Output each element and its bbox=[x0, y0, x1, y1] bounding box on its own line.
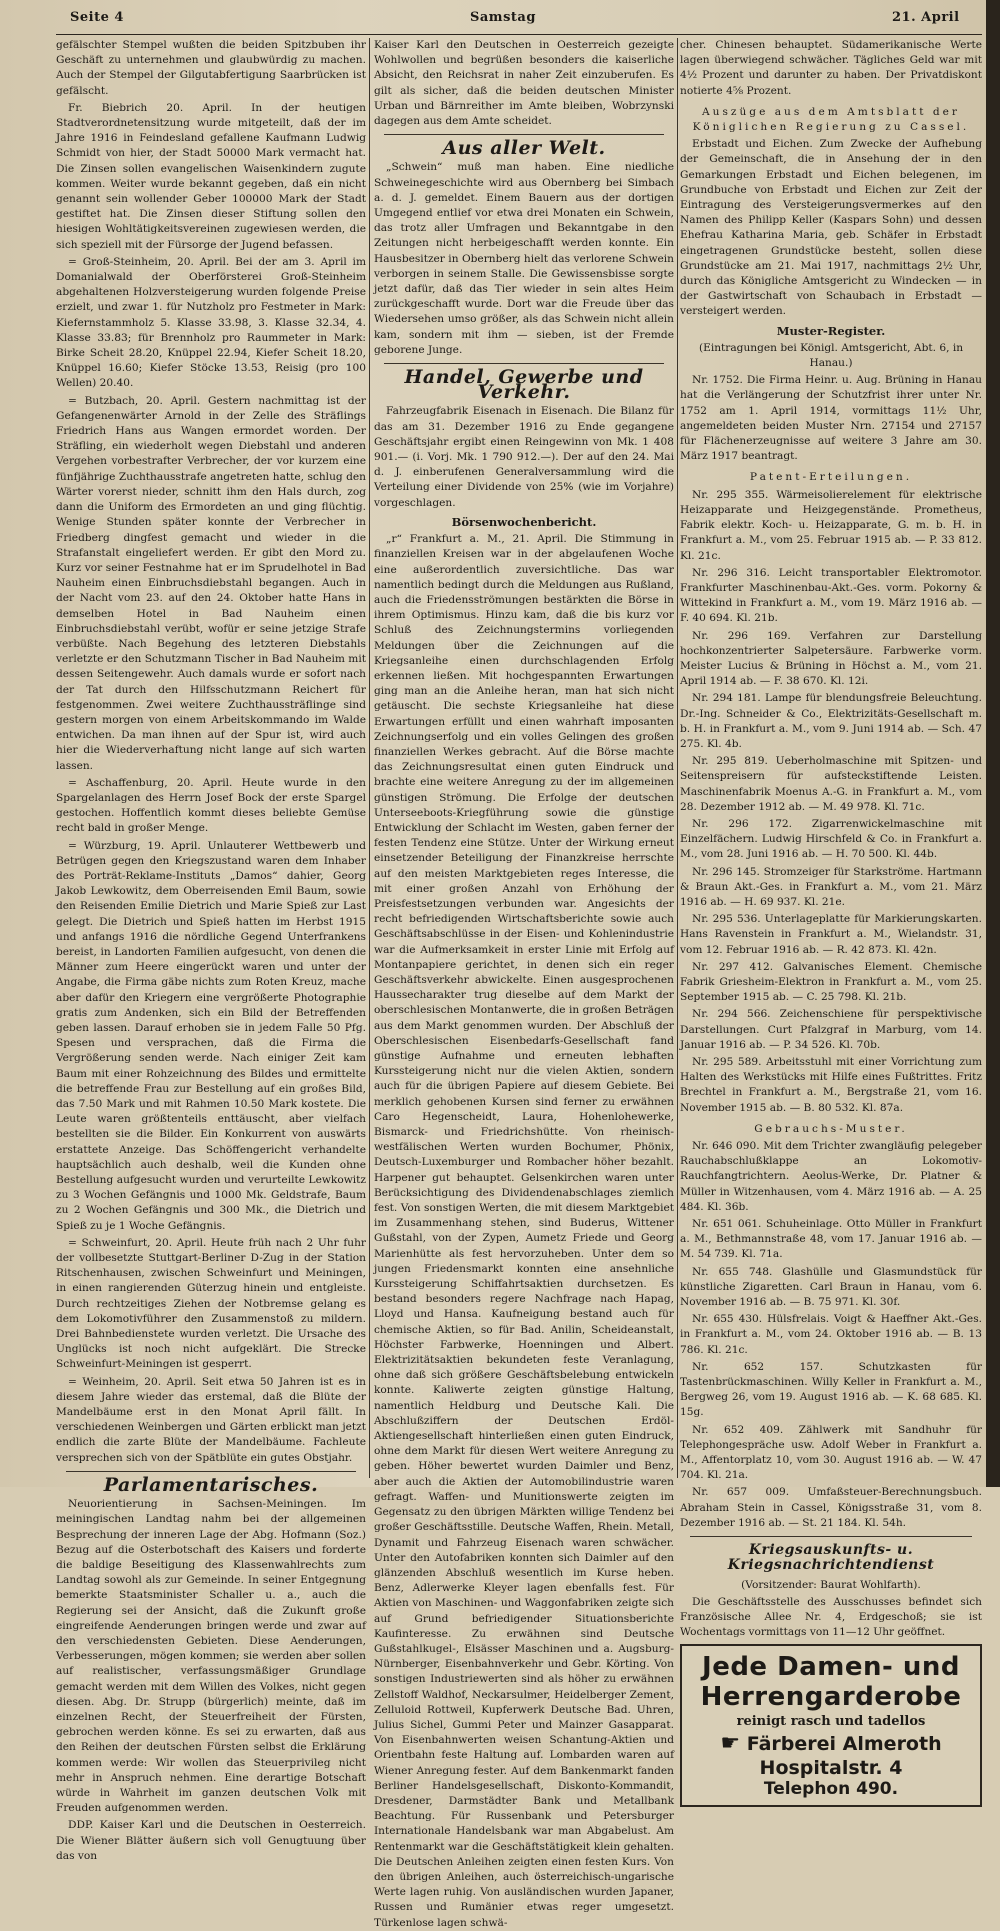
gebrauchsmuster-entry: Nr. 655 748. Glashülle und Glasmundstück für künstliche Zigaretten. Carl Braun in Hanau, vom 6. November 1916 ab. — B. 75 971. Kl. 30f. bbox=[680, 1265, 982, 1309]
article-paragraph: DDP. Kaiser Karl und die Deutschen in Oesterreich. Die Wiener Blätter äußern sich voll Genugtuung über das von bbox=[56, 1819, 366, 1862]
weekday-header: Samstag bbox=[470, 10, 536, 25]
patent-entry: Nr. 295 355. Wärmeisolierelement für elektrische Heizapparate und Heizgegenstände. Prometheus, Fabrik elektr. Koch- u. Heizapparate, G. m. b. H. in Frankfurt a. M., vom 25. Februar 1915 ab. — P. 33 812. Kl. 21c. bbox=[680, 488, 982, 562]
column-3 bbox=[680, 38, 982, 1799]
advertisement-almeroth bbox=[680, 1644, 982, 1806]
article-paragraph: Die Geschäftsstelle des Ausschusses befindet sich Französische Allee Nr. 4, Erdgeschoß; sie ist Wochentags vormittags von 11—12 Uhr geöffnet. bbox=[680, 1595, 982, 1639]
article-paragraph: „r“ Frankfurt a. M., 21. April. Die Stimmung in finanziellen Kreisen war in der abgelaufenen Woche eine außerordentlich zuversichtliche. Das war namentlich bedingt durch die Meldungen aus Rußland, auch die Friedensströmungen bestärkten die Börse in ihrem Optimismus. Hinzu kam, daß die bis kurz vor Schluß des Zeichnungstermins vorliegenden Meldungen über die Zeichnungen auf die Kriegsanleihe einen durchschlagenden Erfolg erkennen ließen. Mit hochgespannten Erwartungen ging man an die Anleihe heran, man hat sich nicht getäuscht. Die sechste Kriegsanleihe hat diese Erwartungen erfüllt und einen wahrhaft imposanten Zeichnungserfolg und ein volles Gelingen des großen finanziellen Werkes gebracht. Auf die Börse machte das Zeichnungsresultat einen guten Eindruck und brachte eine weitere Anregung zu der im allgemeinen günstigen Strömung. Die Erfolge der deutschen Unterseeboots-Kriegführung sowie die günstige Entwicklung der Schlacht im Westen, gaben ferner der festen Tendenz eine Stütze. Unter der Wirkung erneut einsetzender Beteiligung der Finanzkreise herrschte auf den meisten Marktgebieten reges Interesse, die mit einer großen Anzahl von Erhöhung der Preisfestsetzungen verbunden war. Angesichts der recht befriedigenden Wirtschaftsberichte sowie auch Geschäftsabschlüsse in der Eisen- und Kohlenindustrie war die Aufmerksamkeit in erster Linie mit Erfolg auf Montanpapiere gerichtet, in denen sich ein reger Geschäftsverkehr abwickelte. Einen ausgesprochenen Haussecharakter trug dieselbe auf dem Markt der oberschlesischen Montanwerte, die in großen Beträgen aus dem Markt genommen wurden. Der Abschluß der Oberschlesischen Eisenbedarfs-Gesellschaft fand günstige Aufnahme und erneuten lebhaften Kurssteigerung nicht nur die vielen Aktien, sondern auch für die übrigen Papiere auf diesem Gebiete. Bei merklich gehobenen Kursen sind ferner zu erwähnen Caro Hegenscheidt, Laura, Hohenlohewerke, Bismarck- und Friedrichshütte. Von rheinisch-westfälischen Werten wurden Bochumer, Phönix, Deutsch-Luxemburger und Rombacher höher bezahlt. Harpener gut behauptet. Gelsenkirchen waren unter Berücksichtigung des Dividendenabschlages ziemlich fest. Von sonstigen Werten, die mit diesem Marktgebiet im Zusammenhang stehen, sind Buderus, Wittener Gußstahl, von der Zypen, Aumetz Friede und Georg Marienhütte als fest hervorzuheben. Unter dem so jungen Friedensmarkt konnten eine ansehnliche Kurssteigerung Schiffahrtsaktien durchsetzen. Es bestand besonders regere Nachfrage nach Hapag, Lloyd und Hansa. Kaufneigung bestand auch für chemische Aktien, so für Bad. Anilin, Scheideanstalt, Höchster Farbwerke, Hoenningen und Albert. Elektrizitätsaktien bekundeten feste Veranlagung, ohne daß sich größere Geschäftsbelebung entwickeln konnte. Kaliwerte zeigten günstige Haltung, namentlich Heldburg und Deutsche Kali. Die Abschlußziffern der Deutschen Erdöl-Aktiengesellschaft hinterließen einen guten Eindruck, ohne dem Markt für diesen Wert weitere Anregung zu geben. Höher bewertet wurden Daimler und Benz, aber auch die Aktien der Automobilindustrie waren gefragt. Waffen- und Munitionswerte zeigten im Gegensatz zu den übrigen Märkten willige Tendenz bei großer Geschäftsstille. Deutsche Waffen, Rhein. Metall, Dynamit und Fahrzeug Eisenach waren schwächer. Unter den Autofabriken konnten sich Daimler auf den glänzenden Abschluß wesentlich im Kurse heben. Benz, Adlerwerke Kleyer lagen ebenfalls fest. Für Aktien von Maschinen- und Waggonfabriken zeigte sich auf Grund befriedigender Situationsberichte Kaufinteresse. Zu erwähnen sind Deutsche Gußstahlkugel-, Elsässer Maschinen und a. Augsburg-Nürnberger, Eisenbahnverkehr und Gebr. Körting. Von sonstigen Industriewerten sind als höher zu erwähnen Zellstoff Waldhof, Neckarsulmer, Heidelberger Zement, Zelluloid Rottweil, Kupferwerk Deutsche Bad. Uhren, Julius Sichel, Gummi Peter und Mainzer Gasapparat. Von Eisenbahnwerten weisen Schantung-Aktien und Orientbahn feste Haltung auf. Lombarden waren auf Wiener Anregung fester. Auf dem Bankenmarkt fanden Berliner Handelsgesellschaft, Diskonto-Kommandit, Dresdener, Darmstädter Bank und Metallbank Beachtung. Für Russenbank und Petersburger Internationale Handelsbank war man Abgabelust. Am Rentenmarkt war die Geschäftstätigkeit klein gehalten. Die Deutschen Anleihen zeigten einen festen Kurs. Von den übrigen Anleihen, auch österreichisch-ungarische Werte lagen ruhig. Von ausländischen wurden Japaner, Russen und Rumänier etwas reger umgesetzt. Türkenlose lagen schwä- bbox=[374, 533, 674, 1929]
section-title-kriegsauskunft: Kriegsauskunfts- u. Kriegsnachrichtendienst bbox=[727, 1542, 935, 1574]
article-paragraph: cher. Chinesen behauptet. Südamerikanische Werte lagen überwiegend schwächer. Tägliches Geld war mit 4½ Prozent und darunter zu haben. Der Privatdiskont notierte 4⅝ Prozent. bbox=[680, 39, 982, 97]
section-title-patent: Patent-Erteilungen. bbox=[749, 471, 913, 484]
article-paragraph: = Würzburg, 19. April. Unlauterer Wettbewerb und Betrügen gegen den Kriegszustand waren dem Inhaber des Porträt-Reklame-Instituts „Damos“ dahier, Georg Jakob Lewkowitz, dem Oberreisenden Emil Baum, sowie den Reisenden Emilie Dietrich und Marie Spieß zur Last gelegt. Die Dietrich und Spieß hatten im Herbst 1915 und anfangs 1916 die nördliche Gegend Unterfrankens bereist, in Landorten Familien aufgesucht, von denen die Männer zum Heere eingerückt waren und unter der Angabe, die Firma gäbe nichts zum Roten Kreuz, mache aber dafür den Kriegern eine vergrößerte Photographie gratis zum Andenken, sich ein Bild der Betreffenden geben lassen. Darauf erhoben sie in jedem Falle 50 Pfg. Spesen und versprachen, daß die Firma die Vergrößerung senden werde. Nach einiger Zeit kam Baum mit einer Rohzeichnung des Bildes und ermittelte die betreffende Frau zur Bestellung auf ein großes Bild, das 7.50 Mark und mit Rahmen 10.50 Mark kostete. Die Leute waren größtenteils enttäuscht, aber vielfach bestellten sie die Bilder. Ein Konkurrent von auswärts erstattete Anzeige. Das Schöffengericht verhandelte hauptsächlich auch deshalb, weil die Kunden ohne Bestellung aufgesucht wurden und verurteilte Lewkowitz zu 3 Wochen Gefängnis und 1000 Mk. Geldstrafe, Baum zu 2 Wochen Gefängnis und 300 Mk., die Dietrich und Spieß zu je 1 Woche Gefängnis. bbox=[56, 839, 366, 1232]
column-2 bbox=[374, 38, 674, 1929]
gebrauchsmuster-entry: Nr. 655 430. Hülsfrelais. Voigt & Haeffner Akt.-Ges. in Frankfurt a. M., vom 24. Oktober 1916 ab. — B. 13 786. Kl. 21c. bbox=[680, 1313, 982, 1356]
patent-entry: Nr. 294 566. Zeichenschiene für perspektivische Darstellungen. Curt Pfalzgraf in Marburg, vom 14. Januar 1916 ab. — P. 34 526. Kl. 70b. bbox=[680, 1008, 982, 1051]
section-divider bbox=[690, 1536, 972, 1537]
section-title-amtsblatt: Auszüge aus dem Amtsblatt der Königlichen Regierung zu Cassel. bbox=[692, 105, 970, 134]
article-paragraph: Erbstadt und Eichen. Zum Zwecke der Aufhebung der Gemeinschaft, die in Ansehung der in den Gemarkungen Erbstadt und Eichen belegenen, im Grundbuche von Erbstadt und Eichen zur Zeit der Eintragung des Versteigerungsvermerkes auf den Namen des Philipp Keller (Kaspars Sohn) und dessen Ehefrau Katharina Maria, geb. Schäfer in Erbstadt eingetragenen Grundstücke besteht, sollen diese Grundstücke am 21. Mai 1917, nachmittags 2½ Uhr, durch das Königliche Amtsgericht zu Windecken — in der Gastwirtschaft von Schaubach in Erbstadt — versteigert werden. bbox=[680, 138, 982, 318]
patent-entry: Nr. 295 536. Unterlageplatte für Markierungskarten. Hans Ravenstein in Frankfurt a. M., Wielandstr. 31, vom 12. Februar 1916 ab. — R. 42 873. Kl. 42n. bbox=[680, 913, 982, 956]
section-title-aus-aller-welt: Aus aller Welt. bbox=[442, 137, 606, 160]
subsection-title-boersen: Börsenwochenbericht. bbox=[451, 514, 597, 529]
column-rule bbox=[369, 38, 370, 1478]
gebrauchsmuster-entry: Nr. 646 090. Mit dem Trichter zwangläufig pelegeber Rauchabschlußklappe an Lokomotiv-Rauchfangtrichtern. Aeolus-Werke, Dr. Platner & Müller in Witzenhausen, vom 4. März 1916 ab. — A. 25 484. Kl. 36b. bbox=[680, 1140, 982, 1213]
page-number: Seite 4 bbox=[70, 10, 124, 25]
patent-entry: Nr. 294 181. Lampe für blendungsfreie Beleuchtung. Dr.-Ing. Schneider & Co., Elektrizitäts-Gesellschaft m. b. H. in Frankfurt a. M., vom 9. Juni 1914 ab. — Sch. 47 275. Kl. 4b. bbox=[680, 692, 982, 750]
gebrauchsmuster-entry: Nr. 651 061. Schuheinlage. Otto Müller in Frankfurt a. M., Bethmannstraße 48, vom 17. Januar 1916 ab. — M. 54 739. Kl. 71a. bbox=[680, 1218, 982, 1261]
article-paragraph: Kaiser Karl den Deutschen in Oesterreich gezeigte Wohlwollen und begrüßen besonders die kaiserliche Absicht, den Reichsrat in naher Zeit einzuberufen. Es gilt als sicher, daß die beiden deutschen Minister Urban und Bärnreither im Amte bleiben, Wobrzynski dagegen aus dem Amte scheidet. bbox=[374, 39, 674, 128]
article-paragraph: Fahrzeugfabrik Eisenach in Eisenach. Die Bilanz für das am 31. Dezember 1916 zu Ende gegangene Geschäftsjahr ergibt einen Reingewinn von Mk. 1 408 901.— (i. Vorj. Mk. 1 790 912.—). Der auf den 24. Mai d. J. einberufenen Generalversammlung wird die Verteilung einer Dividende von 25% (wie im Vorjahre) vorgeschlagen. bbox=[374, 405, 674, 509]
article-paragraph: = Groß-Steinheim, 20. April. Bei der am 3. April im Domanialwald der Oberförsterei Groß-Steinheim abgehaltenen Holzversteigerung wurden folgende Preise erzielt, und zwar 1. für Nutzholz pro Festmeter in Mark: Kiefernstammholz 5. Klasse 33.98, 3. Klasse 32.34, 4. Klasse 33.83; für Brennholz pro Raummeter in Mark: Birke Scheit 28.20, Knüppel 22.94, Kiefer Scheit 18.20, Knüppel 16.60; Kiefer Stöcke 13.53, Reisig (pro 100 Wellen) 20.40. bbox=[56, 255, 366, 390]
section-title-handel: Handel, Gewerbe und Verkehr. bbox=[404, 366, 644, 404]
gebrauchsmuster-entry: Nr. 657 009. Umfaßsteuer-Berechnungsbuch. Abraham Stein in Cassel, Königsstraße 31, vom 8. Dezember 1916 ab. — St. 21 184. Kl. 54h. bbox=[680, 1486, 982, 1529]
section-title-gebrauchsmuster: Gebrauchs-Muster. bbox=[754, 1122, 908, 1135]
article-paragraph: = Butzbach, 20. April. Gestern nachmittag ist der Gefangenenwärter Arnold in der Zelle des Sträflings Friedrich Hans aus Wangen ermordet worden. Der Sträfling, ein wiederholt wegen Diebstahl und anderen Vergehen vorbestrafter Verbrecher, der vor kurzem eine fünfjährige Zuchthausstrafe angetreten hatte, schlug den Wärter vorerst nieder, schnitt ihm den Hals durch, zog dann die Uniform des Ermordeten an und ging flüchtig. Wenige Stunden später konnte der Verbrecher in Friedberg dingfest gemacht und wieder in die Strafanstalt eingeliefert werden. Er gibt den Mord zu. Kurz vor seiner Festnahme hat er im Sprudelhotel in Bad Nauheim einen Einbruchsdiebstahl begangen. Auch in der Nacht vom 23. auf den 24. Oktober hatte Hans in demselben Hotel in Bad Nauheim einen Einbruchsdiebstahl verübt, wofür er seine jetzige Strafe verbüßte. Nach Begehung des letzteren Diebstahls verletzte er den Schutzmann Tischer in Bad Nauheim mit dessen Seitengewehr. Auch damals wurde er sofort nach der Tat durch den Hilfsschutzmann Reichert für festgenommen. Zwei weitere Zuchthaussträflinge sind gestern morgen von einem Arbeitskommando im Walde entwichen. Da man ihnen auf der Spur ist, wird auch hier die Wiederverhaftung nicht lange auf sich warten lassen. bbox=[56, 394, 366, 772]
section-divider bbox=[66, 1471, 356, 1472]
column-rule bbox=[677, 38, 678, 1478]
date-header: 21. April bbox=[892, 10, 960, 25]
ad-headline-1: Jede Damen- und bbox=[702, 1652, 960, 1683]
article-paragraph: = Schweinfurt, 20. April. Heute früh nach 2 Uhr fuhr der vollbesetzte Stuttgart-Berliner D-Zug in der Station Ritschenhausen, zwischen Schweinfurt und Meiningen, in einen rangierenden Güterzug hinein und entgleiste. Durch rechtzeitiges Ziehen der Notbremse gelang es dem Lokomotivführer den Zusammenstoß zu mildern. Drei Bahnbedienstete wurden verletzt. Die Ursache des Unglücks ist noch nicht aufgeklärt. Die Strecke Schweinfurt-Meiningen ist gesperrt. bbox=[56, 1236, 366, 1371]
article-paragraph: = Aschaffenburg, 20. April. Heute wurde in den Spargelanlagen des Herrn Josef Bock der erste Spargel gestochen. Hoffentlich kommt dieses beliebte Gemüse recht bald in großer Menge. bbox=[56, 776, 366, 835]
gebrauchsmuster-entry: Nr. 652 157. Schutzkasten für Tastenbrückmaschinen. Willy Keller in Frankfurt a. M., Bergweg 26, vom 19. August 1916 ab. — K. 68 685. Kl. 15g. bbox=[680, 1360, 982, 1419]
article-paragraph: gefälschter Stempel wußten die beiden Spitzbuben ihr Geschäft zu unternehmen und glaubwürdig zu machen. Auch der Stempel der Gilgutabfertigung Saarbrücken ist gefälscht. bbox=[56, 39, 366, 97]
section-title-parlamentarisches: Parlamentarisches. bbox=[103, 1473, 319, 1496]
section-divider bbox=[384, 134, 664, 135]
pointing-hand-icon: ☛ bbox=[720, 1730, 741, 1756]
header-rule bbox=[56, 34, 982, 35]
section-divider bbox=[384, 363, 664, 364]
page-edge-shadow bbox=[986, 0, 1000, 1487]
ad-tagline: reinigt rasch und tadellos bbox=[736, 1714, 926, 1730]
ad-company-text: Färberei Almeroth Hospitalstr. 4 bbox=[746, 1732, 942, 1779]
article-paragraph: „Schwein“ muß man haben. Eine niedliche Schweinegeschichte wird aus Obernberg bei Simbach a. d. J. gemeldet. Einem Bauern aus der dortigen Umgegend entlief vor etwa drei Monaten ein Schwein, das trotz aller Umfragen und Bekanntgabe in den Zeitungen nicht herbeigeschafft werden konnte. Ein Hausbesitzer in Obernberg hielt das verlorene Schwein verborgen in seinem Stalle. Die Gewissensbisse sorgte jetzt dafür, daß das Tier wieder in sein altes Heim zurückgeschafft wurde. Dort war die Freude über das Wiedersehen umso größer, als das Schwein nicht allein kam, sondern mit ihm — sieben, ist der Fremde geborene Junge. bbox=[374, 161, 674, 356]
article-paragraph: Neuorientierung in Sachsen-Meiningen. Im meiningischen Landtag nahm bei der allgemeinen Besprechung der inneren Lage der Abg. Hofmann (Soz.) Bezug auf die Osterbotschaft des Kaisers und forderte die baldige Beseitigung des Klassenwahlrechts zum Landtag sowohl als zur Gemeinde. In seiner Entgegnung bemerkte Staatsminister Schaller u. a., auch die Regierung sei der Ansicht, daß die Zukunft große eingreifende Aenderungen bringen werde und zwar auf den verschiedensten Gebieten. Diese Aenderungen, Verbesserungen, mögen kommen; sie werden aber sollen auf realistischer, verfassungsmäßiger Grundlage gemacht werden mit dem Willen des Volkes, nicht gegen diesen. Abg. Dr. Strupp (bürgerlich) meinte, daß im einzelnen Recht, der Steuerfreiheit der Fürsten, gebrochen werden könne. Es sei zu erwarten, daß aus den Reihen der deutschen Fürsten selbst die Erklärung kommen werde: Wir wollen das Steuerprivileg nicht mehr in Anspruch nehmen. Eine derartige Botschaft würde in Wahrheit im ganzen deutschen Volk mit Freuden aufgenommen werden. bbox=[56, 1498, 366, 1815]
gebrauchsmuster-entry: Nr. 652 409. Zählwerk mit Sandhuhr für Telephongespräche usw. Adolf Weber in Frankfurt a. M., Affentorplatz 10, vom 30. August 1916 ab. — W. 47 704. Kl. 21a. bbox=[680, 1423, 982, 1482]
ad-headline-2: Herrengarderobe bbox=[700, 1682, 962, 1713]
article-paragraph: Fr. Biebrich 20. April. In der heutigen Stadtverordnetensitzung wurde mitgeteilt, daß der im Jahre 1916 in Feindesland gefallene Kaufmann Ludwig Schmidt von hier, der Stadt 50000 Mark vermacht hat. Die Zinsen sollen evangelischen Waisenkindern zugute kommen. Weiter wurde bekannt gegeben, daß ein nicht genannt sein wollender Geber 100000 Mark der Stadt gestiftet hat. Die Zinsen dieser Stiftung sollen den hiesigen Wohltätigkeitsvereinen zugewiesen werden, die sich speziell mit der Fürsorge der Jugend befassen. bbox=[56, 101, 366, 251]
ad-company bbox=[688, 1732, 974, 1780]
ad-phone: Telephon 490. bbox=[763, 1778, 899, 1799]
article-paragraph: (Vorsitzender: Baurat Wohlfarth). bbox=[741, 1578, 921, 1591]
patent-entry: Nr. 296 316. Leicht transportabler Elektromotor. Frankfurter Maschinenbau-Akt.-Ges. vorm. Pokorny & Wittekind in Frankfurt a. M., vom 19. März 1916 ab. — F. 40 694. Kl. 21b. bbox=[680, 566, 982, 625]
article-paragraph: (Eintragungen bei Königl. Amtsgericht, Abt. 6, in Hanau.) bbox=[698, 341, 964, 370]
section-title-muster-register: Muster-Register. bbox=[776, 323, 886, 338]
patent-entry: Nr. 296 172. Zigarrenwickelmaschine mit Einzelfächern. Ludwig Hirschfeld & Co. in Frankfurt a. M., vom 28. Juni 1916 ab. — H. 70 500. Kl. 44b. bbox=[680, 817, 982, 861]
column-1 bbox=[56, 38, 366, 1862]
article-paragraph: = Weinheim, 20. April. Seit etwa 50 Jahren ist es in diesem Jahre wieder das erstemal, daß die Blüte der Mandelbäume erst in den Monat April fällt. In verschiedenen Weinbergen und Gärten erblickt man jetzt endlich die zarte Blüte der Mandelbäume. Fachleute versprechen sich von der Spätblüte ein gutes Obstjahr. bbox=[56, 1375, 366, 1464]
article-paragraph: Nr. 1752. Die Firma Heinr. u. Aug. Brüning in Hanau hat die Verlängerung der Schutzfrist ihrer unter Nr. 1752 am 1. April 1914, vormittags 11½ Uhr, angemeldeten beiden Muster Nrn. 27154 und 27157 für Flächenerzeugnisse auf weitere 3 Jahre am 30. März 1917 beantragt. bbox=[680, 374, 982, 463]
patent-entry: Nr. 295 589. Arbeitsstuhl mit einer Vorrichtung zum Halten des Werkstücks mit Hilfe eines Fußtrittes. Fritz Brechtel in Frankfurt a. M., Bergstraße 21, vom 16. November 1915 ab. — B. 80 532. Kl. 87a. bbox=[680, 1056, 982, 1114]
patent-entry: Nr. 296 145. Stromzeiger für Starkströme. Hartmann & Braun Akt.-Ges. in Frankfurt a. M., vom 21. März 1916 ab. — H. 69 937. Kl. 21e. bbox=[680, 865, 982, 908]
patent-entry: Nr. 295 819. Ueberholmaschine mit Spitzen- und Seitenspreisern für aufsteckstiftende Leisten. Maschinenfabrik Moenus A.-G. in Frankfurt a. M., vom 28. Dezember 1912 ab. — M. 49 978. Kl. 71c. bbox=[680, 755, 982, 813]
patent-entry: Nr. 297 412. Galvanisches Element. Chemische Fabrik Griesheim-Elektron in Frankfurt a. M., vom 25. September 1915 ab. — C. 25 798. Kl. 21b. bbox=[680, 960, 982, 1004]
patent-entry: Nr. 296 169. Verfahren zur Darstellung hochkonzentrierter Salpetersäure. Farbwerke vorm. Meister Lucius & Brüning in Höchst a. M., vom 21. April 1914 ab. — F. 38 670. Kl. 12i. bbox=[680, 629, 982, 688]
